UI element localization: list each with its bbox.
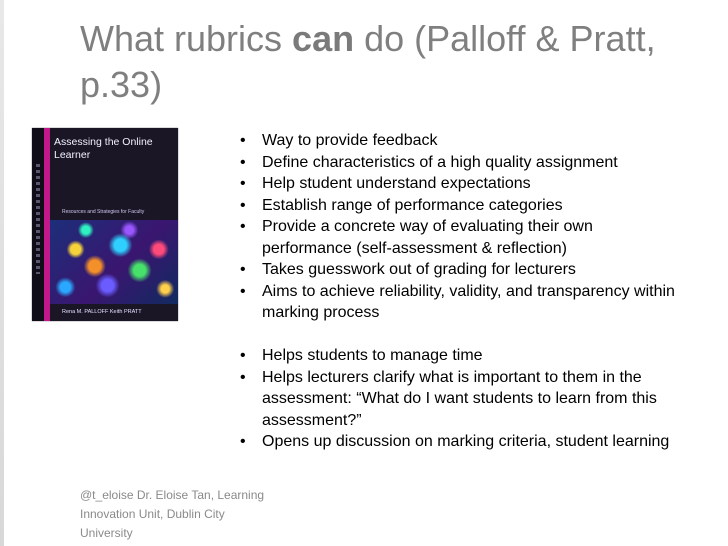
list-item <box>240 216 680 259</box>
list-item <box>240 259 680 281</box>
list-item-text: Help student understand expectations <box>262 175 531 192</box>
book-authors: Rena M. PALLOFF Keith PRATT <box>62 309 142 315</box>
list-item-text: Provide a concrete way of evaluating their own performance (self-assessment & reflection) <box>262 218 593 257</box>
book-title: Assessing the Online Learner <box>54 136 153 161</box>
slide-edge-bar <box>0 0 4 546</box>
slide-title <box>80 16 700 108</box>
bullet-icon: • <box>240 433 246 450</box>
list-item <box>240 173 680 195</box>
list-item <box>240 281 680 324</box>
bullet-icon: • <box>240 282 246 300</box>
bullet-icon: • <box>240 261 246 278</box>
book-spine-lettering <box>36 164 40 274</box>
bullet-icon: • <box>240 175 246 192</box>
list-item-text: Helps students to manage time <box>262 347 483 364</box>
list-item-text: Establish range of performance categories <box>262 196 563 214</box>
bullet-icon: • <box>240 218 246 235</box>
list-item-text: Aims to achieve reliability, validity, and transparency within marking process <box>262 282 675 321</box>
rubric-benefits-list <box>240 130 680 453</box>
list-item-text: Define characteristics of a high quality assignment <box>262 153 618 171</box>
bullet-icon: • <box>240 132 246 149</box>
list-item-text: Takes guesswork out of grading for lecturers <box>262 261 576 278</box>
bullet-icon: • <box>240 347 246 364</box>
title-part-1: What rubrics <box>80 18 293 59</box>
title-part-2: do (Palloff & Pratt, p.33) <box>80 18 656 105</box>
bullet-icon: • <box>240 153 246 171</box>
list-item <box>240 345 680 367</box>
list-item <box>240 152 680 174</box>
book-cover-image <box>32 128 178 321</box>
bullet-icon: • <box>240 196 246 214</box>
list-item <box>240 195 680 217</box>
list-item-text: Helps lecturers clarify what is important to them in the assessment: “What do I want students to learn from this assessment?” <box>262 368 657 429</box>
bullet-icon: • <box>240 368 246 386</box>
title-emphasis: can <box>292 18 355 59</box>
list-item-text: Opens up discussion on marking criteria, student learning <box>262 433 670 450</box>
list-item <box>240 130 680 152</box>
list-item <box>240 431 680 453</box>
book-spine <box>32 128 44 321</box>
book-subtitle: Resources and Strategies for Faculty <box>62 209 145 215</box>
list-item-text: Way to provide feedback <box>262 132 438 149</box>
slide-footer-credit: @t_eloise Dr. Eloise Tan, Learning Innovation Unit, Dublin City University <box>80 488 265 540</box>
book-cover-artwork <box>50 220 178 304</box>
list-item <box>240 367 680 432</box>
